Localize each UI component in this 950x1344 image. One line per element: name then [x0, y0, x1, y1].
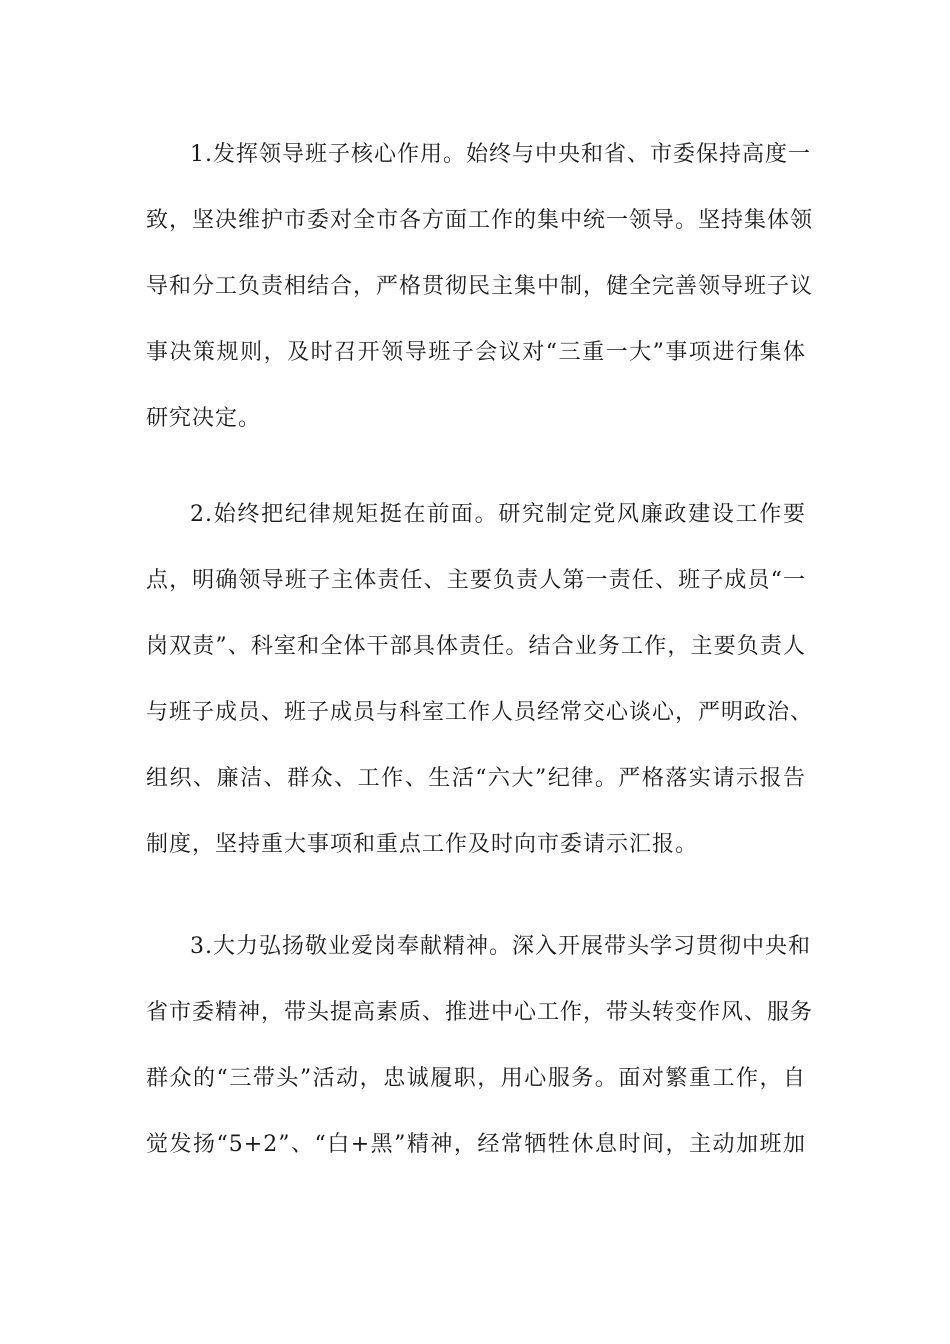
paragraph-line: 2.始终把纪律规矩挺在前面。研究制定党风廉政建设工作要 — [190, 502, 806, 527]
paragraph-line: 研究决定。 — [146, 406, 262, 431]
paragraph-line: 制度，坚持重大事项和重点工作及时向市委请示汇报。 — [146, 832, 699, 857]
paragraph-line: 组织、廉洁、群众、工作、生活“六大”纪律。严格落实请示报告 — [146, 766, 806, 791]
paragraph-line: 事决策规则，及时召开领导班子会议对“三重一大”事项进行集体 — [146, 340, 806, 365]
paragraph-line: 与班子成员、班子成员与科室工作人员经常交心谈心，严明政治、 — [146, 700, 814, 725]
paragraph-line: 导和分工负责相结合，严格贯彻民主集中制，健全完善领导班子议 — [146, 274, 814, 299]
paragraph-line: 致，坚决维护市委对全市各方面工作的集中统一领导。坚持集体领 — [146, 208, 814, 233]
paragraph-line: 省市委精神，带头提高素质、推进中心工作，带头转变作风、服务 — [146, 1000, 814, 1025]
paragraph-2 — [146, 482, 814, 878]
paragraph-line: 觉发扬“5+2”、“白+黑”精神，经常牺牲休息时间，主动加班加 — [146, 1132, 806, 1157]
paragraph-line: 群众的“三带头”活动，忠诚履职，用心服务。面对繁重工作，自 — [146, 1066, 806, 1091]
paragraph-1 — [146, 122, 814, 452]
paragraph-3 — [146, 914, 814, 1178]
paragraph-line: 岗双责”、科室和全体干部具体责任。结合业务工作，主要负责人 — [146, 634, 806, 659]
paragraph-line: 1.发挥领导班子核心作用。始终与中央和省、市委保持高度一 — [190, 142, 811, 167]
paragraph-line: 点，明确领导班子主体责任、主要负责人第一责任、班子成员“一 — [146, 568, 806, 593]
paragraph-line: 3.大力弘扬敬业爱岗奉献精神。深入开展带头学习贯彻中央和 — [190, 934, 811, 959]
